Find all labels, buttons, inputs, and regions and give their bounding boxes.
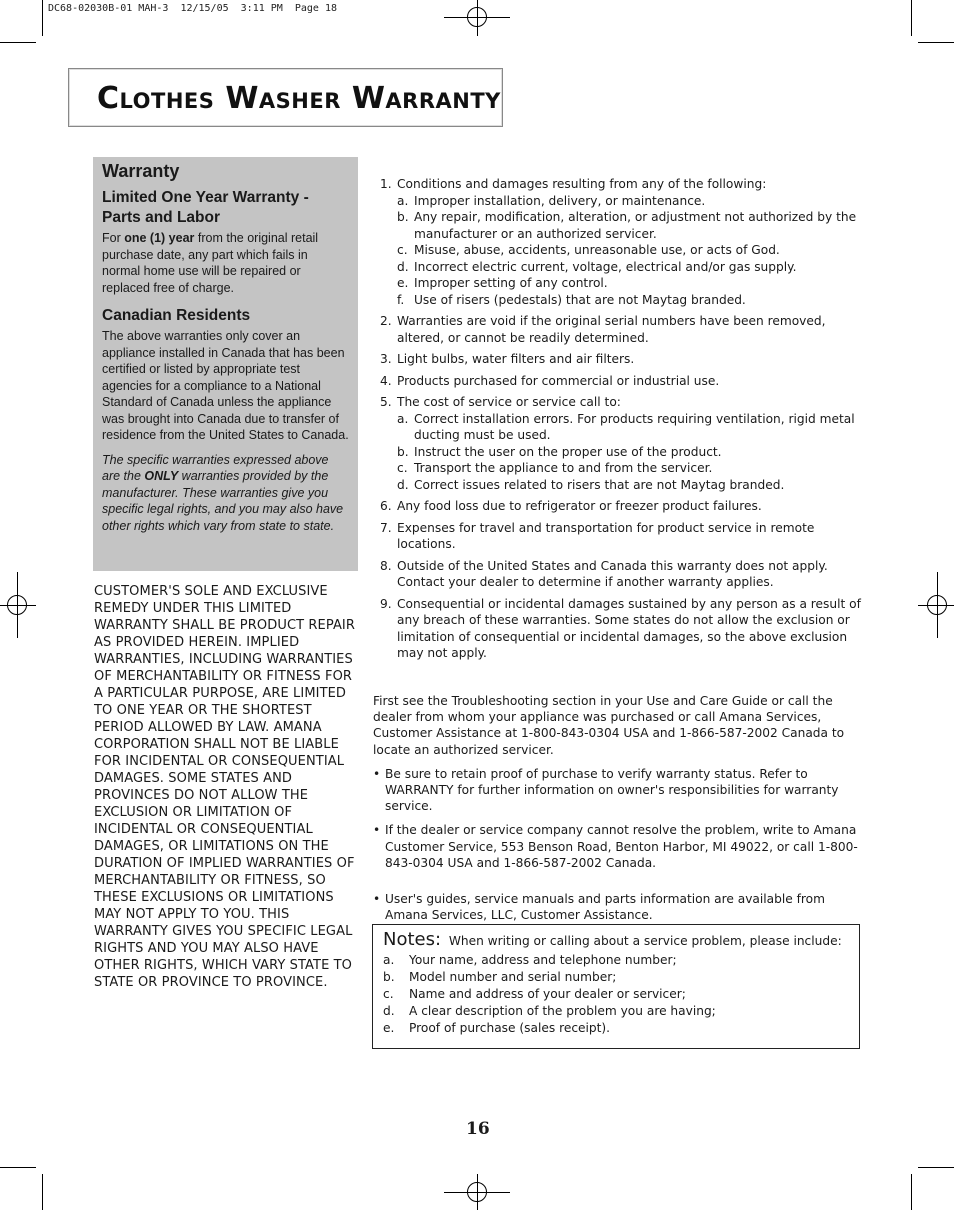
warranty-heading: Warranty xyxy=(102,161,180,181)
bullet-dot: • xyxy=(373,823,381,838)
exclusion-subitem xyxy=(397,209,870,242)
remedy-line: EXCLUSION OR LIMITATION OF xyxy=(94,805,293,820)
print-slug: DC68-02030B-01 MAH-3 12/15/05 3:11 PM Page 18 xyxy=(48,3,337,14)
canadian-residents-heading: Canadian Residents xyxy=(102,307,251,324)
exclusion-subitem xyxy=(397,460,870,477)
remedy-line: MERCHANTABILITY OR FITNESS, SO xyxy=(94,873,326,888)
title-box xyxy=(68,68,503,127)
warranty-box xyxy=(93,157,358,571)
remedy-line: DAMAGES. SOME STATES AND xyxy=(94,771,293,786)
exclusion-sub-letter: a. xyxy=(397,411,409,426)
exclusion-text: Outside of the United States and Canada this warranty does not apply. Contact your dealer to determine if another warranty applies. xyxy=(397,558,828,589)
exclusion-sub-text: Use of risers (pedestals) that are not Maytag branded. xyxy=(414,292,746,307)
service-bullet-text: User's guides, service manuals and parts information are available from Amana Services, LLC, Customer Assistance. xyxy=(385,892,825,923)
remedy-line: FOR INCIDENTAL OR CONSEQUENTIAL xyxy=(94,754,345,769)
exclusion-number: 2. xyxy=(380,314,392,328)
exclusion-sub-letter: a. xyxy=(397,193,409,208)
page-title: Clothes Washer Warranty xyxy=(97,81,501,116)
service-bullet-text: If the dealer or service company cannot resolve the problem, write to Amana Customer Service, 553 Benson Road, Benton Harbor, MI 49022, or call 1-800-843-0304 USA and 1-866-587-2002 Canada. xyxy=(385,823,858,870)
exclusion-sub-letter: d. xyxy=(397,477,409,492)
canadian-residents-text: The above warranties only cover an appliance installed in Canada that has been certified or listed by appropriate test agencies for a compliance to a National Standard of Canada unless the appliance was brought into Canada due to transfer of residence from the United States to Canada. xyxy=(102,329,349,442)
exclusion-item xyxy=(380,373,870,390)
notes-item-letter: c. xyxy=(383,987,394,1001)
service-intro: First see the Troubleshooting section in your Use and Care Guide or call the dealer from whom your appliance was purchased or call Amana Services, Customer Assistance at 1-800-843-0304 USA and 1-866-587-2002 Canada to locate an authorized servicer. xyxy=(373,694,845,757)
exclusion-sub-letter: b. xyxy=(397,210,409,224)
notes-item xyxy=(383,969,849,986)
remedy-line: WARRANTIES, INCLUDING WARRANTIES xyxy=(94,652,353,667)
notes-lead: When writing or calling about a service problem, please include: xyxy=(448,934,842,948)
exclusion-sub-text: Correct installation errors. For products requiring ventilation, rigid metal ducting must be used. xyxy=(414,411,855,442)
exclusion-item xyxy=(380,520,870,553)
exclusion-sub-letter: c. xyxy=(397,243,408,257)
notes-box xyxy=(372,924,860,1049)
notes-item-text: A clear description of the problem you are having; xyxy=(409,1004,716,1018)
exclusion-sub-letter: e. xyxy=(397,276,409,290)
notes-item-letter: b. xyxy=(383,970,395,984)
exclusion-sub-text: Misuse, abuse, accidents, unreasonable use, or acts of God. xyxy=(414,243,780,257)
notes-item-text: Proof of purchase (sales receipt). xyxy=(409,1021,611,1035)
exclusion-sub-letter: c. xyxy=(397,461,408,475)
service-bullet xyxy=(373,822,868,871)
notes-item-text: Name and address of your dealer or servicer; xyxy=(409,987,686,1001)
remedy-line: REMEDY UNDER THIS LIMITED xyxy=(94,601,292,616)
remedy-line: DURATION OF IMPLIED WARRANTIES OF xyxy=(94,856,355,871)
notes-item-letter: d. xyxy=(383,1004,395,1018)
exclusion-sub-text: Any repair, modification, alteration, or adjustment not authorized by the manufacturer or an authorized servicer. xyxy=(414,210,857,241)
notes-title: Notes: xyxy=(383,929,442,950)
notes-item-text: Your name, address and telephone number; xyxy=(409,953,677,967)
exclusion-subitem xyxy=(397,477,870,494)
exclusion-sub-letter: b. xyxy=(397,444,409,459)
page-number: 16 xyxy=(466,1119,490,1139)
remedy-line: OF MERCHANTABILITY OR FITNESS FOR xyxy=(94,669,353,684)
remedy-line: DAMAGES, OR LIMITATIONS ON THE xyxy=(94,839,329,854)
exclusion-item xyxy=(380,351,870,368)
warranty-disclaimer: The specific warranties expressed above are the ONLY warranties provided by the manufacturer. These warranties give you specific legal rights, and you may also have other rights which vary from state to state. xyxy=(102,452,344,533)
notes-item xyxy=(383,986,849,1003)
remedy-line: INCIDENTAL OR CONSEQUENTIAL xyxy=(94,822,313,837)
exclusion-number: 3. xyxy=(380,352,392,366)
remedy-line: OTHER RIGHTS, WHICH VARY STATE TO xyxy=(94,958,353,973)
notes-item xyxy=(383,1003,849,1020)
service-bullet-text: Be sure to retain proof of purchase to verify warranty status. Refer to WARRANTY for further information on owner's responsibilities for warranty service. xyxy=(385,766,839,814)
exclusion-number: 9. xyxy=(380,596,392,611)
exclusion-text: Products purchased for commercial or industrial use. xyxy=(397,373,720,388)
remedy-line: PERIOD ALLOWED BY LAW. AMANA xyxy=(94,720,322,735)
exclusion-text: Expenses for travel and transportation for product service in remote locations. xyxy=(397,520,815,551)
bullet-dot: • xyxy=(373,766,381,781)
exclusion-item xyxy=(380,176,870,308)
remedy-line: STATE OR PROVINCE TO PROVINCE. xyxy=(94,975,328,990)
exclusion-number: 4. xyxy=(380,373,392,388)
notes-item-letter: e. xyxy=(383,1021,395,1035)
exclusion-text: Any food loss due to refrigerator or freezer product failures. xyxy=(397,499,762,513)
exclusion-sub-text: Transport the appliance to and from the servicer. xyxy=(414,461,713,475)
remedy-line: WARRANTY GIVES YOU SPECIFIC LEGAL xyxy=(94,924,353,939)
service-section xyxy=(373,693,868,931)
exclusion-subitem xyxy=(397,242,870,259)
remedy-line: A PARTICULAR PURPOSE, ARE LIMITED xyxy=(94,686,347,701)
exclusion-subitem xyxy=(397,411,870,444)
exclusion-number: 7. xyxy=(380,520,392,535)
remedy-line: CUSTOMER'S SOLE AND EXCLUSIVE xyxy=(94,584,328,599)
exclusion-subitem xyxy=(397,292,870,309)
bullet-dot: • xyxy=(373,892,381,907)
exclusion-subitem xyxy=(397,193,870,210)
exclusion-item xyxy=(380,558,870,591)
exclusion-sub-letter: f. xyxy=(397,292,405,307)
exclusion-text: Light bulbs, water filters and air filters. xyxy=(397,352,635,366)
notes-item xyxy=(383,1020,849,1037)
exclusion-sub-text: Instruct the user on the proper use of the product. xyxy=(414,444,722,459)
remedy-line: RIGHTS AND YOU MAY ALSO HAVE xyxy=(94,941,319,956)
service-bullet xyxy=(373,766,868,815)
notes-item-text: Model number and serial number; xyxy=(409,970,617,984)
exclusion-text: Warranties are void if the original serial numbers have been removed, altered, or cannot be readily determined. xyxy=(397,314,826,345)
exclusion-sub-letter: d. xyxy=(397,259,409,274)
exclusion-sub-text: Correct issues related to risers that are not Maytag branded. xyxy=(414,477,785,492)
remedy-line: AS PROVIDED HEREIN. IMPLIED xyxy=(94,635,300,650)
exclusion-subitem xyxy=(397,259,870,276)
exclusion-item xyxy=(380,313,870,346)
exclusive-remedy-text xyxy=(94,583,369,991)
exclusion-subitem xyxy=(397,275,870,292)
remedy-line: TO ONE YEAR OR THE SHORTEST xyxy=(94,703,312,718)
exclusion-item xyxy=(380,498,870,515)
exclusions-list xyxy=(380,176,870,667)
exclusion-sub-text: Improper installation, delivery, or maintenance. xyxy=(414,193,706,208)
remedy-line: THESE EXCLUSIONS OR LIMITATIONS xyxy=(94,890,334,905)
limited-warranty-text: For one (1) year from the original retail purchase date, any part which fails in normal home use will be repaired or replaced free of charge. xyxy=(102,231,319,295)
remedy-line: PROVINCES DO NOT ALLOW THE xyxy=(94,788,309,803)
remedy-line: CORPORATION SHALL NOT BE LIABLE xyxy=(94,737,339,752)
exclusion-text: Conditions and damages resulting from any of the following: xyxy=(397,177,767,191)
exclusion-text: Consequential or incidental damages sustained by any person as a result of any breach of these warranties. Some states do not allow the exclusion or limitation of consequential or incidental damages, so the above exclusion may not apply. xyxy=(397,596,861,660)
exclusion-number: 1. xyxy=(380,177,392,191)
exclusion-subitem xyxy=(397,444,870,461)
exclusion-item xyxy=(380,394,870,493)
exclusion-number: 8. xyxy=(380,558,392,573)
notes-item xyxy=(383,952,849,969)
exclusion-sub-text: Incorrect electric current, voltage, electrical and/or gas supply. xyxy=(414,259,797,274)
limited-warranty-heading: Limited One Year Warranty - Parts and Labor xyxy=(102,189,309,226)
exclusion-text: The cost of service or service call to: xyxy=(397,395,621,409)
exclusion-number: 6. xyxy=(380,499,392,513)
remedy-line: WARRANTY SHALL BE PRODUCT REPAIR xyxy=(94,618,356,633)
exclusion-sub-text: Improper setting of any control. xyxy=(414,276,608,290)
exclusion-item xyxy=(380,596,870,662)
exclusion-number: 5. xyxy=(380,395,392,409)
service-bullet xyxy=(373,891,868,923)
remedy-line: MAY NOT APPLY TO YOU. THIS xyxy=(94,907,290,922)
notes-item-letter: a. xyxy=(383,953,395,967)
